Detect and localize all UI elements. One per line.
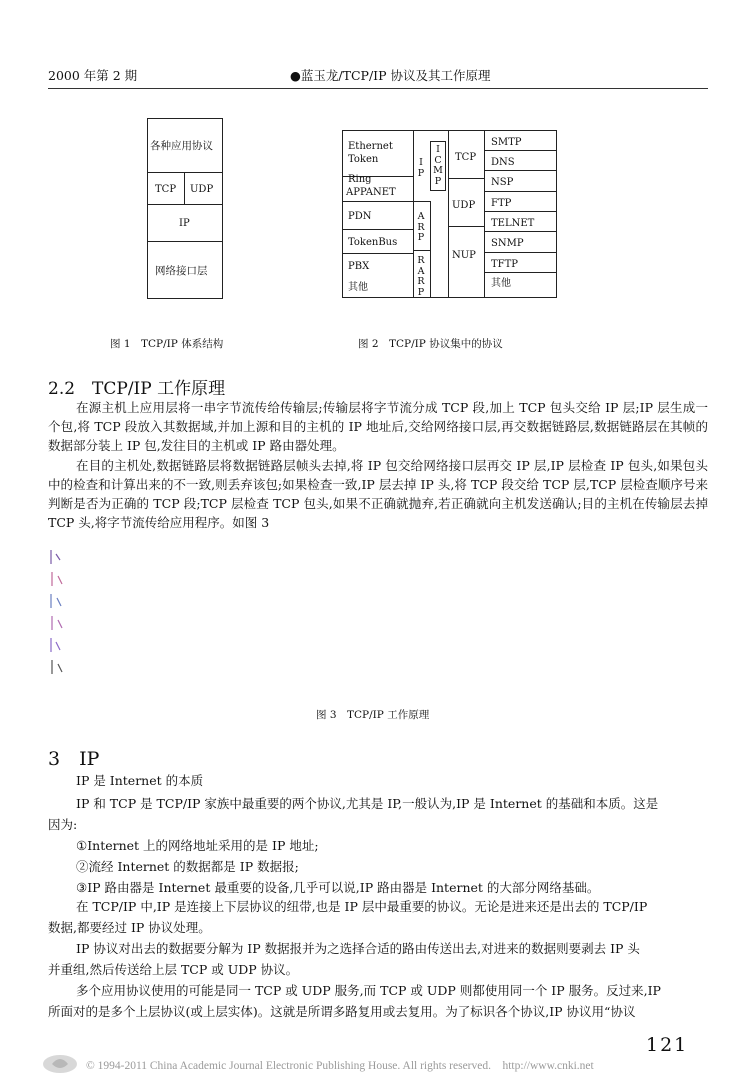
publisher-logo-icon: [40, 1050, 80, 1076]
fig2-divider: [342, 229, 414, 230]
fig2-app-item: TELNET: [491, 218, 535, 229]
fig1-app-label: 各种应用协议: [150, 140, 213, 152]
fig2-link-item: Token: [348, 154, 379, 165]
fig2-divider: [484, 231, 557, 232]
fig2-divider: [484, 170, 557, 171]
header-rule: [48, 88, 708, 89]
paragraph: 在源主机上应用层将一串字节流传给传输层;传输层将字节流分成 TCP 段,加上 TCP 包头交给 IP 层;IP 层生成一个包,将 TCP 段放入其数据域,并加上源和目的主机的 IP 地址后,交给网络接口层,再交数据链路层,数据链路层在其帧的数据部分装上 IP 包,发往目的主机或 IP 路由器处理。: [48, 400, 708, 454]
header-title-text: 蓝玉龙/TCP/IP 协议及其工作原理: [300, 68, 491, 83]
fig1-udp-box: [184, 172, 223, 205]
fig2-link-item: Ring: [348, 174, 372, 185]
running-header-issue: 2000 年第 2 期: [48, 68, 138, 83]
fig2-app-item: TFTP: [491, 259, 519, 270]
fig2-app-item: FTP: [491, 198, 512, 209]
page-number: 121: [646, 1034, 689, 1056]
text-line: 多个应用协议使用的可能是同一 TCP 或 UDP 服务,而 TCP 或 UDP 则都使用同一个 IP 服务。反过来,IP: [76, 983, 661, 998]
fig1-netif-label: 网络接口层: [155, 265, 208, 277]
text-line: 因为:: [48, 817, 78, 832]
fig1-ip-label: IP: [179, 218, 190, 229]
text-line: 并重组,然后传送给上层 TCP 或 UDP 协议。: [48, 962, 299, 977]
text-line: ③IP 路由器是 Internet 最重要的设备,几乎可以说,IP 路由器是 Internet 的大部分网络基础。: [76, 880, 600, 895]
paragraph: 在目的主机处,数据链路层将数据链路层帧头去掉,将 IP 包交给网络接口层再交 IP 层,IP 层检查 IP 包头,如果包头中的检查和计算出来的不一致,则丢弃该包;如果检查一致,IP 层去掉 IP 头,将 TCP 段交给 TCP 层,TCP 层检查顺序号来判断是否为正确的 TCP 段;TCP 层检查 TCP 包头,如果不正确就抛弃,若正确就向主机发送确认;目的主机在传输层去掉 TCP 头,将字节流传给应用程序。如图 3: [48, 457, 708, 531]
fig2-icmp-box: [430, 141, 446, 191]
fig2-divider: [413, 201, 430, 202]
copyright-footer: © 1994-2011 China Academic Journal Electronic Publishing House. All rights reserved. http://www.cnki.net: [86, 1060, 594, 1072]
fig2-divider: [342, 201, 414, 202]
fig2-app-item: SNMP: [491, 238, 524, 249]
fig2-nup-label: NUP: [452, 250, 476, 261]
figure-3-image: [48, 546, 72, 686]
text-line: IP 协议对出去的数据要分解为 IP 数据报并为之选择合适的路由传送出去,对进来的数据则要剥去 IP 头: [76, 941, 640, 956]
fig2-ip-label: IP: [417, 157, 425, 179]
fig1-ip-box: [147, 204, 223, 242]
text-line: IP 和 TCP 是 TCP/IP 家族中最重要的两个协议,尤其是 IP,一般认为,IP 是 Internet 的基础和本质。这是: [76, 796, 659, 811]
text-line: IP 是 Internet 的本质: [76, 773, 204, 788]
section-3-heading: 3 IP: [48, 748, 100, 770]
fig2-link-item: PBX: [348, 261, 370, 272]
header-bullet: ●: [290, 68, 301, 83]
fig2-link-item: PDN: [348, 211, 372, 222]
text-line: ②流经 Internet 的数据都是 IP 数据报;: [76, 859, 299, 874]
fig2-divider: [484, 191, 557, 192]
fig1-netif-box: [147, 241, 223, 299]
text-line: 在 TCP/IP 中,IP 是连接上下层协议的纽带,也是 IP 层中最重要的协议。无论是进来还是出去的 TCP/IP: [76, 899, 648, 914]
fig1-udp-label: UDP: [190, 184, 214, 195]
fig2-udp-label: UDP: [452, 200, 476, 211]
fig3-caption: 图 3 TCP/IP 工作原理: [316, 709, 430, 721]
fig2-app-item: 其他: [491, 278, 511, 289]
fig2-app-item: NSP: [491, 177, 514, 188]
fig2-link-item: APPANET: [346, 187, 396, 198]
fig2-divider: [484, 272, 557, 273]
fig2-link-item: 其他: [348, 282, 368, 293]
section-2-2-heading: 2.2 TCP/IP 工作原理: [48, 379, 226, 399]
fig2-app-item: DNS: [491, 157, 515, 168]
section-2-2-body: [48, 398, 708, 532]
fig2-app-item: SMTP: [491, 137, 522, 148]
fig2-divider: [430, 201, 431, 298]
fig2-link-item: TokenBus: [348, 237, 398, 248]
fig1-app-layer: [147, 118, 223, 173]
fig2-divider: [484, 211, 557, 212]
text-line: 数据,都要经过 IP 协议处理。: [48, 920, 211, 935]
fig2-divider: [342, 253, 414, 254]
fig1-caption: 图 1 TCP/IP 体系结构: [110, 338, 224, 350]
fig2-link-item: Ethernet: [348, 141, 393, 152]
fig2-divider: [448, 226, 485, 227]
fig1-tcp-box: [147, 172, 185, 205]
fig2-divider: [484, 150, 557, 151]
fig2-divider: [413, 250, 430, 251]
fig2-tcp-label: TCP: [455, 152, 477, 163]
fig2-divider: [484, 252, 557, 253]
running-header-title: [290, 66, 490, 84]
fig2-divider: [448, 178, 485, 179]
fig1-tcp-label: TCP: [155, 184, 177, 195]
fig2-arp-label: ARP: [417, 211, 425, 243]
fig2-icmp-label: ICMP: [433, 144, 443, 187]
text-line: ①Internet 上的网络地址采用的是 IP 地址;: [76, 838, 319, 853]
fig2-caption: 图 2 TCP/IP 协议集中的协议: [358, 338, 503, 350]
fig2-rarp-label: RARP: [417, 255, 425, 298]
text-line: 所面对的是多个上层协议(或上层实体)。这就是所谓多路复用或去复用。为了标识各个协议,IP 协议用“协议: [48, 1004, 636, 1019]
